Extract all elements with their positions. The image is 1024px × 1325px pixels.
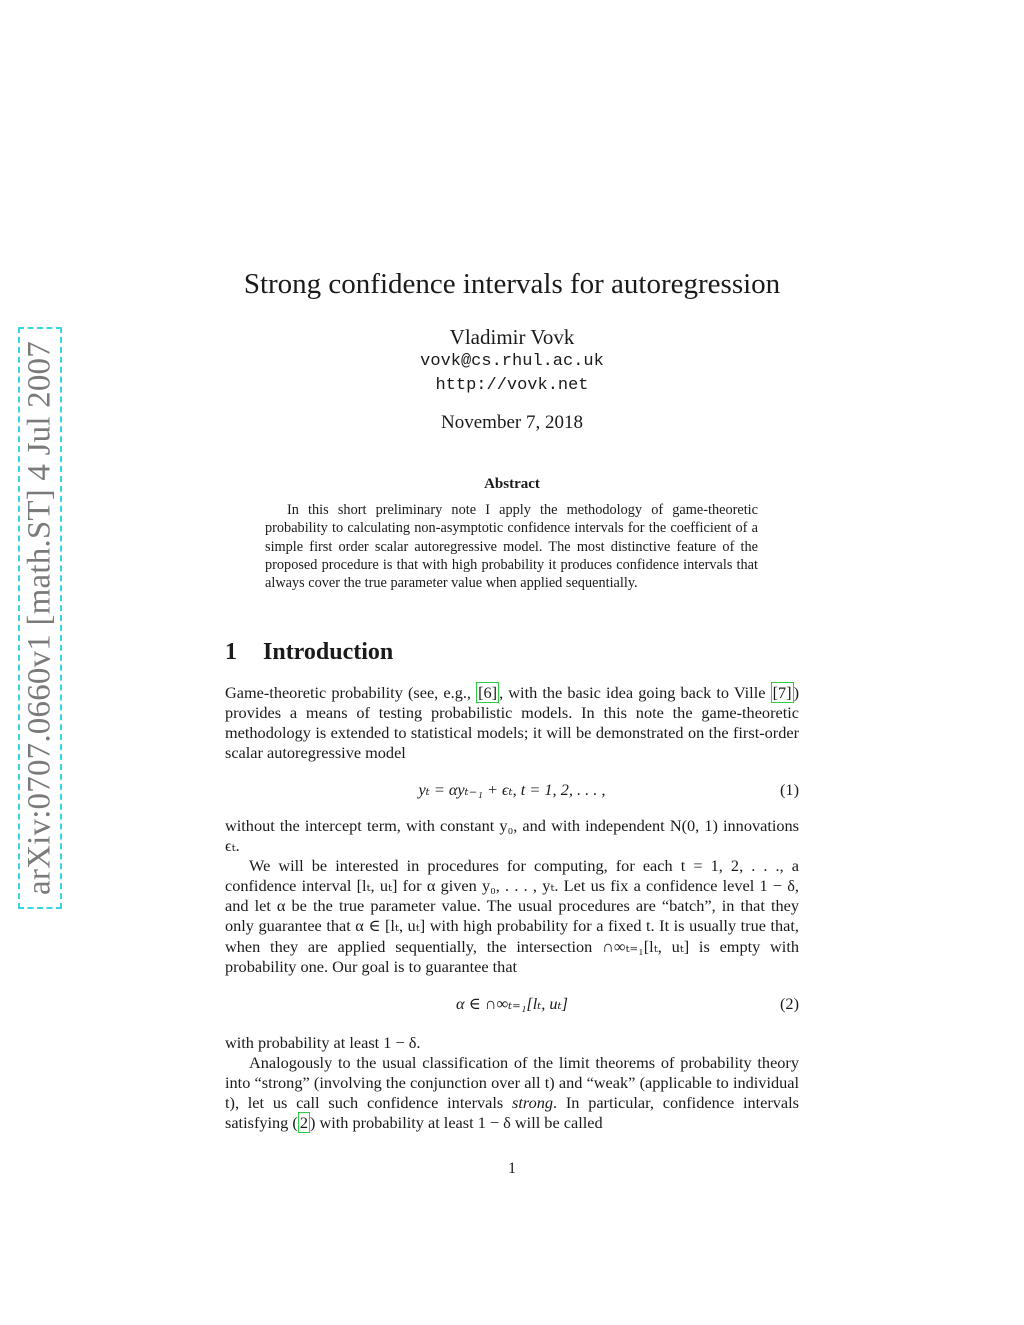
paper-date: November 7, 2018: [441, 412, 583, 433]
author-name: Vladimir Vovk: [449, 325, 575, 349]
equation-body: yₜ = αyₜ₋₁ + ϵₜ, t = 1, 2, . . . ,: [418, 780, 606, 799]
abstract-text: In this short preliminary note I apply the methodology of game-theoretic probability to calculating non-asymptotic confidence intervals for the coefficient of a simple first order scalar autoregressive model. The most distinctive feature of the proposed procedure is that with high probability it produces confidence intervals that always cover the true parameter value when applied sequentially.: [265, 502, 758, 592]
paragraph-strong: [225, 1033, 799, 1133]
paper-title: Strong confidence intervals for autoregression: [243, 268, 781, 300]
paragraph-text: Analogously to the usual classification of the limit theorems of probability theory into “strong” (involving the conjunction over all t) and “weak” (applicable to individual t), let us call such confidence intervals: [225, 1053, 799, 1113]
citation-link[interactable]: [6]: [478, 683, 498, 702]
author-url[interactable]: http://vovk.net: [435, 376, 589, 395]
paragraph-intro: [225, 683, 799, 763]
paragraph-text-block: [225, 1053, 799, 1133]
paragraph-text: ) provides a means of testing probabilistic models. In this note the game-theoretic methodology is extended to statistical models; it will be demonstrated on the first-order scalar autoregressive model: [225, 683, 799, 763]
emphasis-text: strong: [512, 1093, 554, 1113]
paragraph-procedures: [225, 816, 799, 977]
citation-link[interactable]: [7]: [772, 683, 792, 702]
section-number: 1: [225, 639, 237, 665]
arxiv-identifier-text: arXiv:0707.0660v1 [math.ST] 4 Jul 2007: [21, 341, 58, 895]
section-heading: [225, 639, 393, 666]
author-email[interactable]: vovk@cs.rhul.ac.uk: [420, 352, 604, 371]
page-number: 1: [508, 1160, 516, 1177]
paragraph-text: We will be interested in procedures for computing, for each t = 1, 2, . . ., a confidence interval [lₜ, uₜ] for α given y₀, . . . , yₜ. Let us fix a confidence level 1 − δ, and let α be the true parameter value. The usual procedures are “batch”, in that they only guarantee that α ∈ [lₜ, uₜ] with high probability for a fixed t. It is usually true that, when they are applied sequentially, the intersection ∩∞ₜ₌₁[lₜ, uₜ] is empty with probability one. Our goal is to guarantee that: [225, 856, 799, 976]
paragraph-text: without the intercept term, with constant y₀, and with independent N(0, 1) innovations ϵₜ.: [225, 816, 799, 856]
equation-number: (2): [780, 994, 799, 1013]
paragraph-text: Game-theoretic probability (see, e.g.,: [225, 683, 477, 702]
equation-reference-link[interactable]: 2: [299, 1113, 308, 1133]
paragraph-text: . In particular, confidence intervals satisfying (: [225, 1093, 800, 1133]
paragraph-text: ) with probability at least 1 − δ will be called: [309, 1113, 603, 1133]
paragraph-text: with probability at least 1 − δ.: [225, 1033, 421, 1052]
section-title: Introduction: [263, 639, 394, 665]
equation-body: α ∈ ∩∞ₜ₌₁[lₜ, uₜ]: [456, 994, 568, 1013]
paragraph-text: , with the basic idea going back to Ville: [499, 683, 771, 702]
abstract-heading: Abstract: [484, 476, 540, 492]
equation-number: (1): [780, 780, 799, 799]
